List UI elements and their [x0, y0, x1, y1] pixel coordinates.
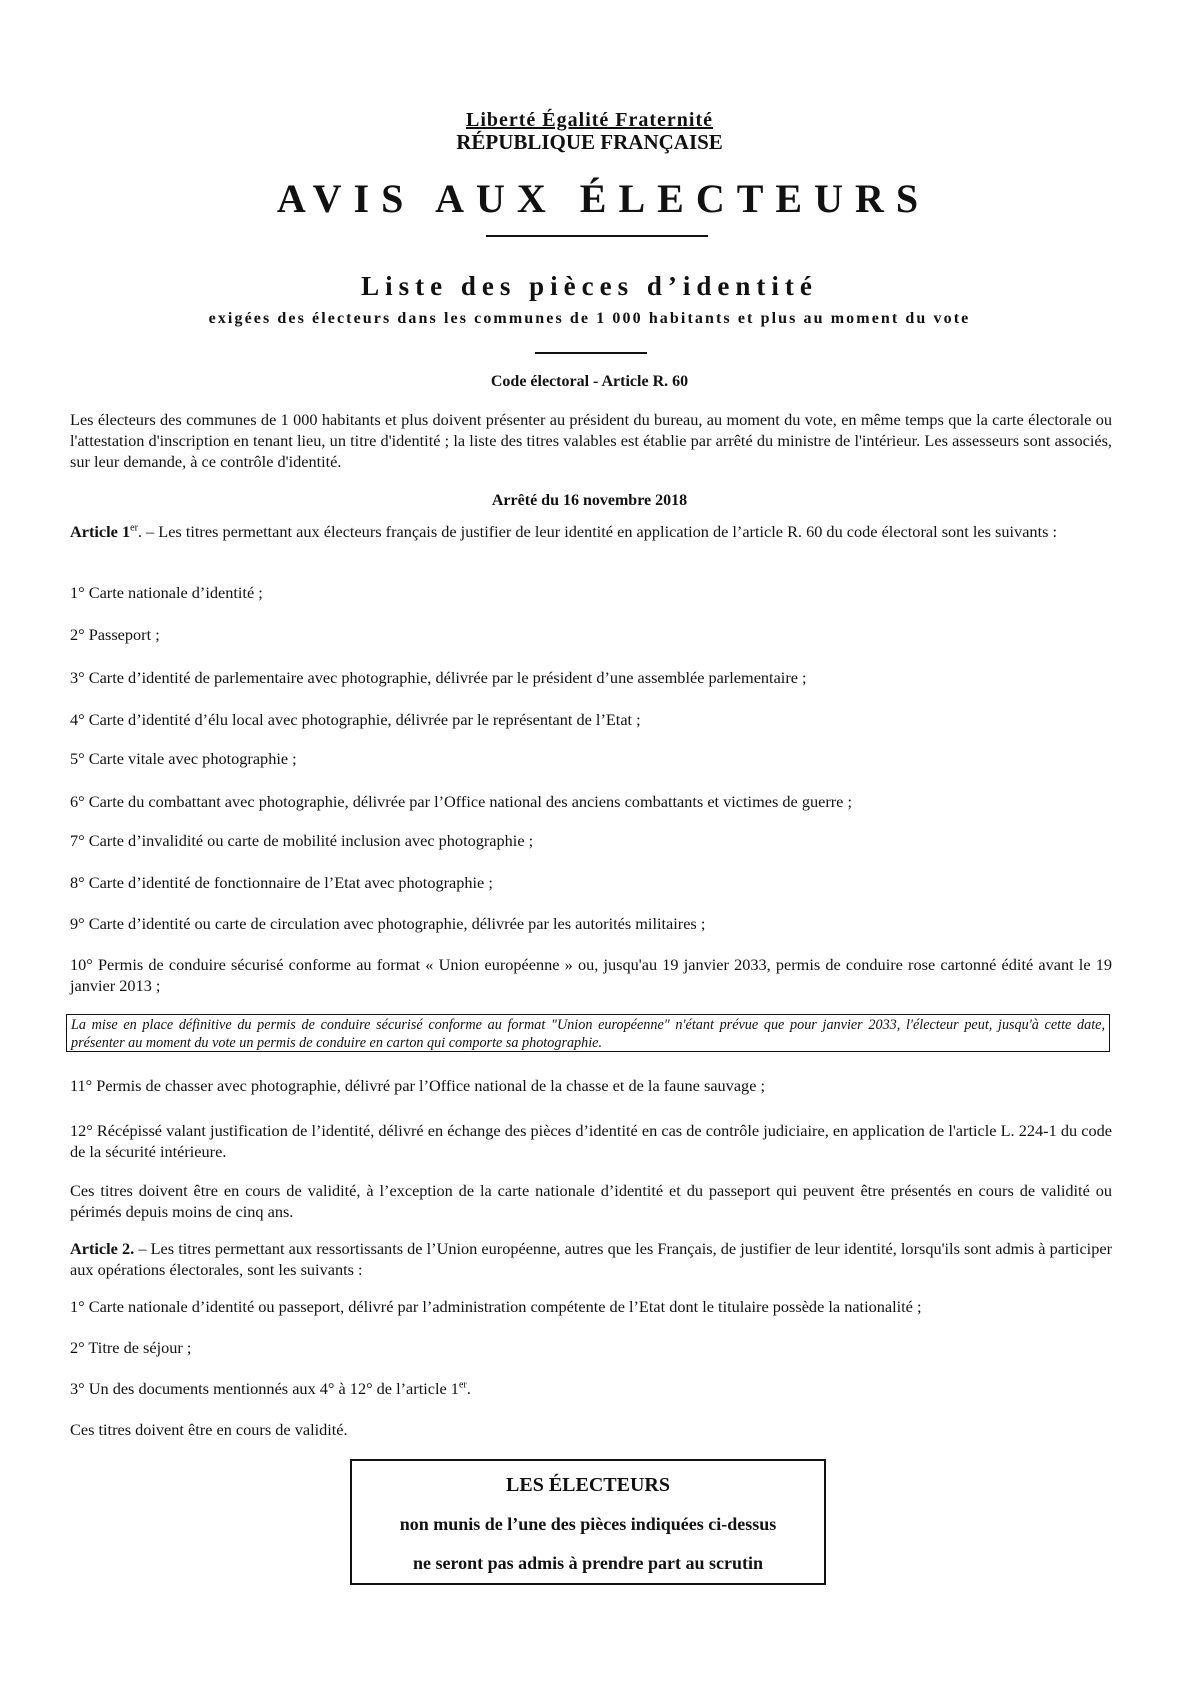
article-1-text: . – Les titres permettant aux électeurs français de justifier de leur identité en application de l’article R. 60 du code électoral sont les suivants :: [137, 522, 1058, 541]
list-item: 5° Carte vitale avec photographie ;: [70, 749, 297, 768]
article-2-label: Article 2.: [70, 1239, 135, 1258]
warning-box: [350, 1459, 826, 1585]
article-1-label: Article 1: [70, 522, 131, 541]
list-item-sup: er: [458, 1379, 467, 1391]
list-item: 4° Carte d’identité d’élu local avec photographie, délivrée par le représentant de l’Etat ;: [70, 710, 641, 729]
list-item: 9° Carte d’identité ou carte de circulation avec photographie, délivrée par les autorités militaires ;: [70, 914, 706, 933]
arrete-heading: Arrêté du 16 novembre 2018: [491, 492, 688, 509]
subtitle: Liste des pièces d’identité: [361, 271, 818, 301]
code-heading: Code électoral - Article R. 60: [490, 373, 689, 390]
list-item-end: .: [466, 1379, 471, 1398]
list-item: 3° Carte d’identité de parlementaire avec photographie, délivrée par le président d’une assemblée parlementaire ;: [70, 668, 807, 687]
list-item: 10° Permis de conduire sécurisé conforme au format « Union européenne » ou, jusqu'au 19 janvier 2033, permis de conduire rose cartonné édité avant le 19 janvier 2013 ;: [70, 955, 1112, 995]
list-item: 2° Passeport ;: [70, 625, 160, 644]
list-item: 8° Carte d’identité de fonctionnaire de l’Etat avec photographie ;: [70, 873, 493, 892]
validity-note-2: Ces titres doivent être en cours de validité.: [70, 1420, 348, 1439]
list-item: 1° Carte nationale d’identité ou passeport, délivré par l’administration compétente de l’Etat dont le titulaire possède la nationalité ;: [70, 1297, 922, 1316]
subsubtitle: exigées des électeurs dans les communes de 1 000 habitants et plus au moment du vote: [208, 310, 971, 327]
article-2-intro: [70, 1238, 1112, 1280]
list-item: 12° Récépissé valant justification de l’identité, délivré en échange des pièces d’identité en cas de contrôle judiciaire, en application de l'article L. 224-1 du code de la sécurité intérieure.: [70, 1121, 1112, 1161]
republic-name: RÉPUBLIQUE FRANÇAISE: [456, 130, 723, 154]
list-item-text: 3° Un des documents mentionnés aux 4° à 12° de l’article 1: [70, 1379, 459, 1398]
list-item: 11° Permis de chasser avec photographie, délivré par l’Office national de la chasse et de la faune sauvage ;: [70, 1076, 766, 1095]
list-item: 2° Titre de séjour ;: [70, 1338, 192, 1357]
title-divider: [486, 235, 708, 237]
list-item: 7° Carte d’invalidité ou carte de mobilité inclusion avec photographie ;: [70, 831, 534, 850]
article-2-text: – Les titres permettant aux ressortissants de l’Union européenne, autres que les Français, de justifier de leur identité, lorsqu'ils sont admis à participer aux opérations électorales, sont les suivants :: [70, 1239, 1112, 1279]
warning-line-2: non munis de l’une des pièces indiquées ci-dessus: [399, 1514, 777, 1534]
motto: Liberté Égalité Fraternité: [465, 109, 714, 131]
subtitle-divider: [535, 352, 647, 354]
article-1-intro: [70, 521, 1112, 542]
article-1-sup: er: [130, 522, 138, 534]
license-note-box: La mise en place définitive du permis de conduire sécurisé conforme au format "Union européenne" n'étant prévue que pour janvier 2033, l'électeur peut, jusqu'à cette date, présenter au moment du vote un permis de conduire en carton qui comporte sa photographie.: [66, 1014, 1110, 1052]
list-item: 6° Carte du combattant avec photographie, délivrée par l’Office national des anciens combattants et victimes de guerre ;: [70, 792, 852, 811]
warning-line-1: LES ÉLECTEURS: [506, 1474, 670, 1496]
page-title: AVIS AUX ÉLECTEURS: [276, 176, 931, 221]
list-item: 1° Carte nationale d’identité ;: [70, 583, 263, 602]
validity-note-1: Ces titres doivent être en cours de validité, à l’exception de la carte nationale d’identité et du passeport qui peuvent être présentés en cours de validité ou périmés depuis moins de cinq ans.: [70, 1181, 1112, 1221]
list-item: [70, 1378, 1112, 1399]
warning-line-3: ne seront pas admis à prendre part au scrutin: [412, 1553, 764, 1573]
code-text: Les électeurs des communes de 1 000 habitants et plus doivent présenter au président du bureau, au moment du vote, en même temps que la carte électorale ou l'attestation d'inscription en tenant lieu, un titre d'identité ; la liste des titres valables est établie par arrêté du ministre de l'intérieur. Les assesseurs sont associés, sur leur demande, à ce contrôle d'identité.: [70, 410, 1112, 471]
